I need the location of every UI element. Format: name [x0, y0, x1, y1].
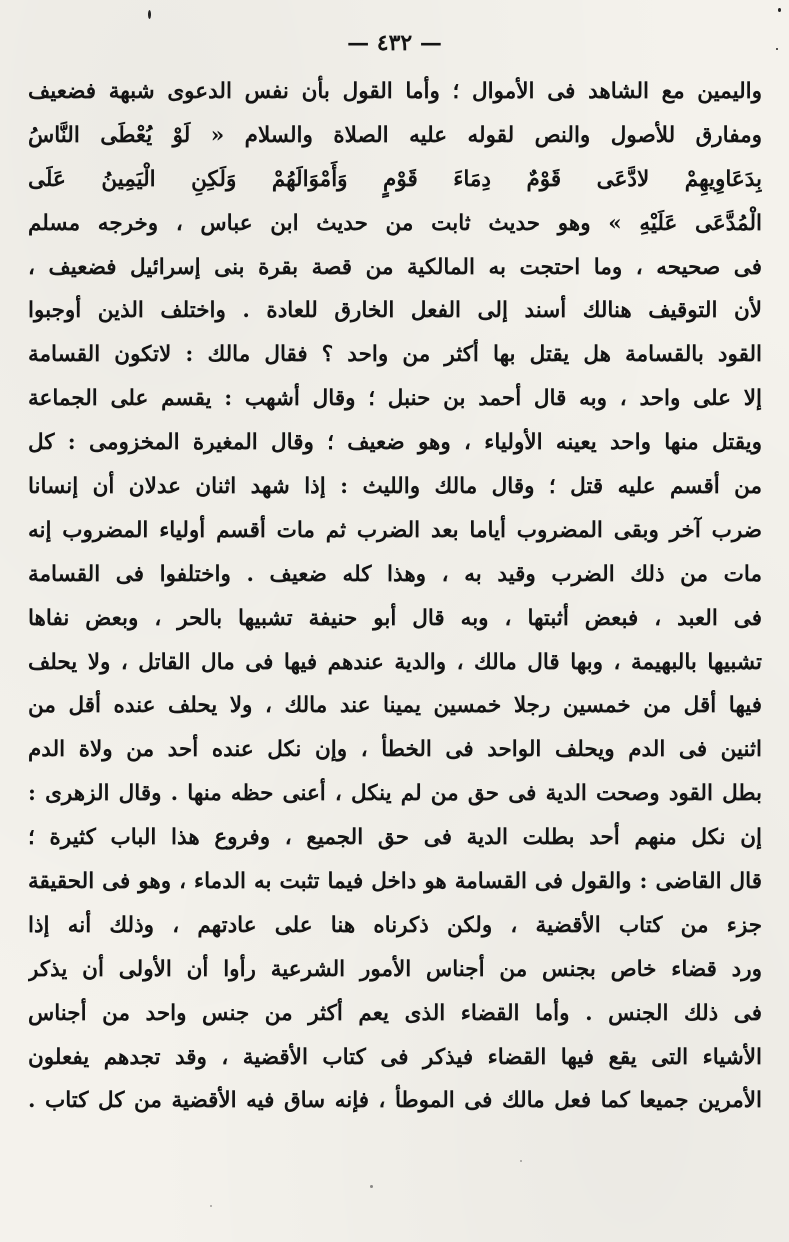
text-line: ضرب آخر وبقى المضروب أياما بعد الضرب ثم مات أقسم أولياء المضروب إنه — [28, 517, 762, 543]
text-line: اثنين فى الدم ويحلف الواحد فى الخطأ ، وإن نكل عنده أحد من ولاة الدم — [28, 737, 762, 763]
text-body — [28, 70, 762, 1123]
page-number: — ٤٣٢ — — [347, 30, 442, 56]
text-line: الأمرين جميعا كما فعل مالك فى الموطأ ، فإنه ساق فيه الأقضية من كل كتاب . — [28, 1088, 762, 1114]
text-line: ويقتل منها واحد يعينه الأولياء ، وهو ضعيف ؛ وقال المغيرة المخزومى : كل — [28, 430, 762, 456]
text-line: بطل القود وصحت الدية فى حق من لم ينكل ، أعنى حظه منها . وقال الزهرى : — [28, 781, 762, 807]
text-line: فى العبد ، فبعض أثبتها ، وبه قال أبو حنيفة تشبيها بالحر ، وبعض نفاها — [28, 605, 762, 631]
text-line: القود بالقسامة هل يقتل بها أكثر من واحد ؟ فقال مالك : لاتكون القسامة — [28, 342, 762, 368]
text-line: جزء من كتاب الأقضية ، ولكن ذكرناه هنا على عادتهم ، وذلك أنه إذا — [28, 912, 762, 938]
text-line: من أقسم عليه قتل ؛ وقال مالك والليث : إذا شهد اثنان عدلان أن إنسانا — [28, 474, 762, 500]
scan-speck — [370, 1185, 373, 1188]
text-line: قال القاضى : والقول فى القسامة هو داخل فيما تثبت به الدماء ، وهو فى الحقيقة — [28, 869, 762, 895]
scan-speck — [778, 8, 781, 12]
scan-speck — [520, 1160, 522, 1162]
text-line: ورد قضاء خاص بجنس من أجناس الأمور الشرعية رأوا أن الأولى أن يذكر — [28, 956, 762, 982]
text-line: إن نكل منهم أحد بطلت الدية فى حق الجميع ، وفروع هذا الباب كثيرة ؛ — [28, 825, 762, 851]
text-line: لأن التوقيف هنالك أسند إلى الفعل الخارق للعادة . واختلف الذين أوجبوا — [28, 298, 762, 324]
text-line: فيها أقل من خمسين رجلا خمسين يمينا عند مالك ، ولا يحلف عنده أقل من — [28, 693, 762, 719]
text-line: الْمُدَّعَى عَلَيْهِ » وهو حديث ثابت من حديث ابن عباس ، وخرجه مسلم — [28, 210, 762, 236]
text-line: واليمين مع الشاهد فى الأموال ؛ وأما القول بأن نفس الدعوى شبهة فضعيف — [28, 79, 762, 104]
text-line: إلا على واحد ، وبه قال أحمد بن حنبل ؛ وقال أشهب : يقسم على الجماعة — [28, 386, 762, 412]
text-line: مات من ذلك الضرب وقيد به ، وهذا كله ضعيف . واختلفوا فى القسامة — [28, 561, 762, 587]
text-line: ومفارق للأصول والنص لقوله عليه الصلاة والسلام « لَوْ يُعْطَى النَّاسُ — [28, 122, 762, 148]
scan-speck — [148, 10, 151, 19]
text-line: تشبيها بالبهيمة ، وبها قال مالك ، والدية عندهم فيها فى مال القاتل ، ولا يحلف — [28, 649, 762, 675]
scan-speck — [776, 48, 778, 50]
text-line: الأشياء التى يقع فيها القضاء فيذكر فى كتاب الأقضية ، وقد تجدهم يفعلون — [28, 1044, 762, 1070]
text-line: فى ذلك الجنس . وأما القضاء الذى يعم أكثر من جنس واحد من أجناس — [28, 1000, 762, 1026]
scan-speck — [210, 1205, 212, 1207]
text-line: بِدَعَاوِيهِمْ لادَّعَى قَوْمٌ دِمَاءَ قَوْمٍ وَأَمْوَالَهُمْ وَلَكِنِ الْيَمِينُ عَلَى — [28, 166, 762, 192]
text-line: فى صحيحه ، وما احتجت به المالكية من قصة بقرة بنى إسرائيل فضعيف ، — [28, 254, 762, 280]
